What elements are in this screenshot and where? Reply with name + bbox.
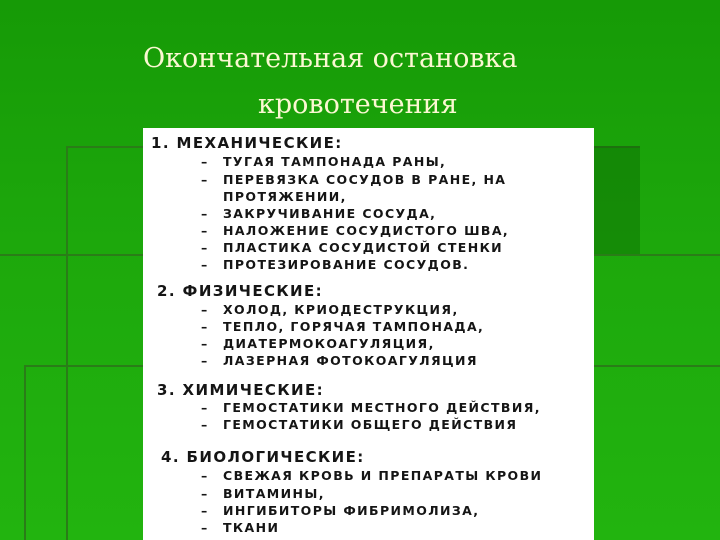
decorative-line — [594, 254, 720, 256]
dash-bullet: – — [201, 302, 209, 317]
decorative-line — [24, 365, 143, 367]
list-item: – ЛАЗЕРНАЯ ФОТОКОАГУЛЯЦИЯ — [201, 353, 478, 368]
list-item: – ПЛАСТИКА СОСУДИСТОЙ СТЕНКИ — [201, 240, 504, 255]
list-item: – ГЕМОСТАТИКИ ОБЩЕГО ДЕЙСТВИЯ — [201, 417, 518, 432]
dash-bullet: – — [201, 257, 209, 272]
decorative-line — [24, 365, 26, 540]
list-item: – НАЛОЖЕНИЕ СОСУДИСТОГО ШВА, — [201, 223, 510, 238]
list-item: – ХОЛОД, КРИОДЕСТРУКЦИЯ, — [201, 302, 459, 317]
dash-bullet: – — [201, 154, 209, 169]
dash-bullet: – — [201, 240, 209, 255]
list-item: – ГЕМОСТАТИКИ МЕСТНОГО ДЕЙСТВИЯ, — [201, 400, 541, 415]
slide-title-line-1: Окончательная остановка — [143, 43, 518, 74]
dash-bullet: – — [201, 206, 209, 221]
list-item: – ЗАКРУЧИВАНИЕ СОСУДА, — [201, 206, 437, 221]
list-item: ПРОТЯЖЕНИИ, — [223, 189, 347, 204]
list-item: – ВИТАМИНЫ, — [201, 486, 325, 501]
slide-title — [0, 36, 720, 128]
section-heading-physical: 2. ФИЗИЧЕСКИЕ: — [157, 282, 324, 300]
list-item: – ТКАНИ — [201, 520, 280, 535]
dash-bullet: – — [201, 468, 209, 483]
decorative-line — [0, 254, 143, 256]
list-item: – ТЕПЛО, ГОРЯЧАЯ ТАМПОНАДА, — [201, 319, 485, 334]
decorative-panel — [594, 146, 640, 254]
decorative-line — [66, 146, 68, 540]
dash-bullet: – — [201, 520, 209, 535]
dash-bullet: – — [201, 336, 209, 351]
list-item: – ПЕРЕВЯЗКА СОСУДОВ В РАНЕ, НА — [201, 172, 507, 187]
dash-bullet: – — [201, 417, 209, 432]
list-item: – ПРОТЕЗИРОВАНИЕ СОСУДОВ. — [201, 257, 470, 272]
dash-bullet: – — [201, 400, 209, 415]
dash-bullet: – — [201, 353, 209, 368]
list-item: – СВЕЖАЯ КРОВЬ И ПРЕПАРАТЫ КРОВИ — [201, 468, 543, 483]
slide-title-line-2: кровотечения — [258, 89, 458, 120]
decorative-line — [594, 365, 720, 367]
content-card — [143, 128, 594, 540]
dash-bullet: – — [201, 223, 209, 238]
dash-bullet: – — [201, 503, 209, 518]
dash-bullet: – — [201, 319, 209, 334]
section-heading-chemical: 3. ХИМИЧЕСКИЕ: — [157, 381, 324, 399]
list-item: – ТУГАЯ ТАМПОНАДА РАНЫ, — [201, 154, 447, 169]
section-heading-biological: 4. БИОЛОГИЧЕСКИЕ: — [161, 448, 365, 466]
dash-bullet: – — [201, 172, 209, 187]
section-heading-mechanical: 1. МЕХАНИЧЕСКИЕ: — [151, 134, 343, 152]
dash-bullet: – — [201, 486, 209, 501]
list-item: – ИНГИБИТОРЫ ФИБРИМОЛИЗА, — [201, 503, 480, 518]
list-item: – ДИАТЕРМОКОАГУЛЯЦИЯ, — [201, 336, 435, 351]
